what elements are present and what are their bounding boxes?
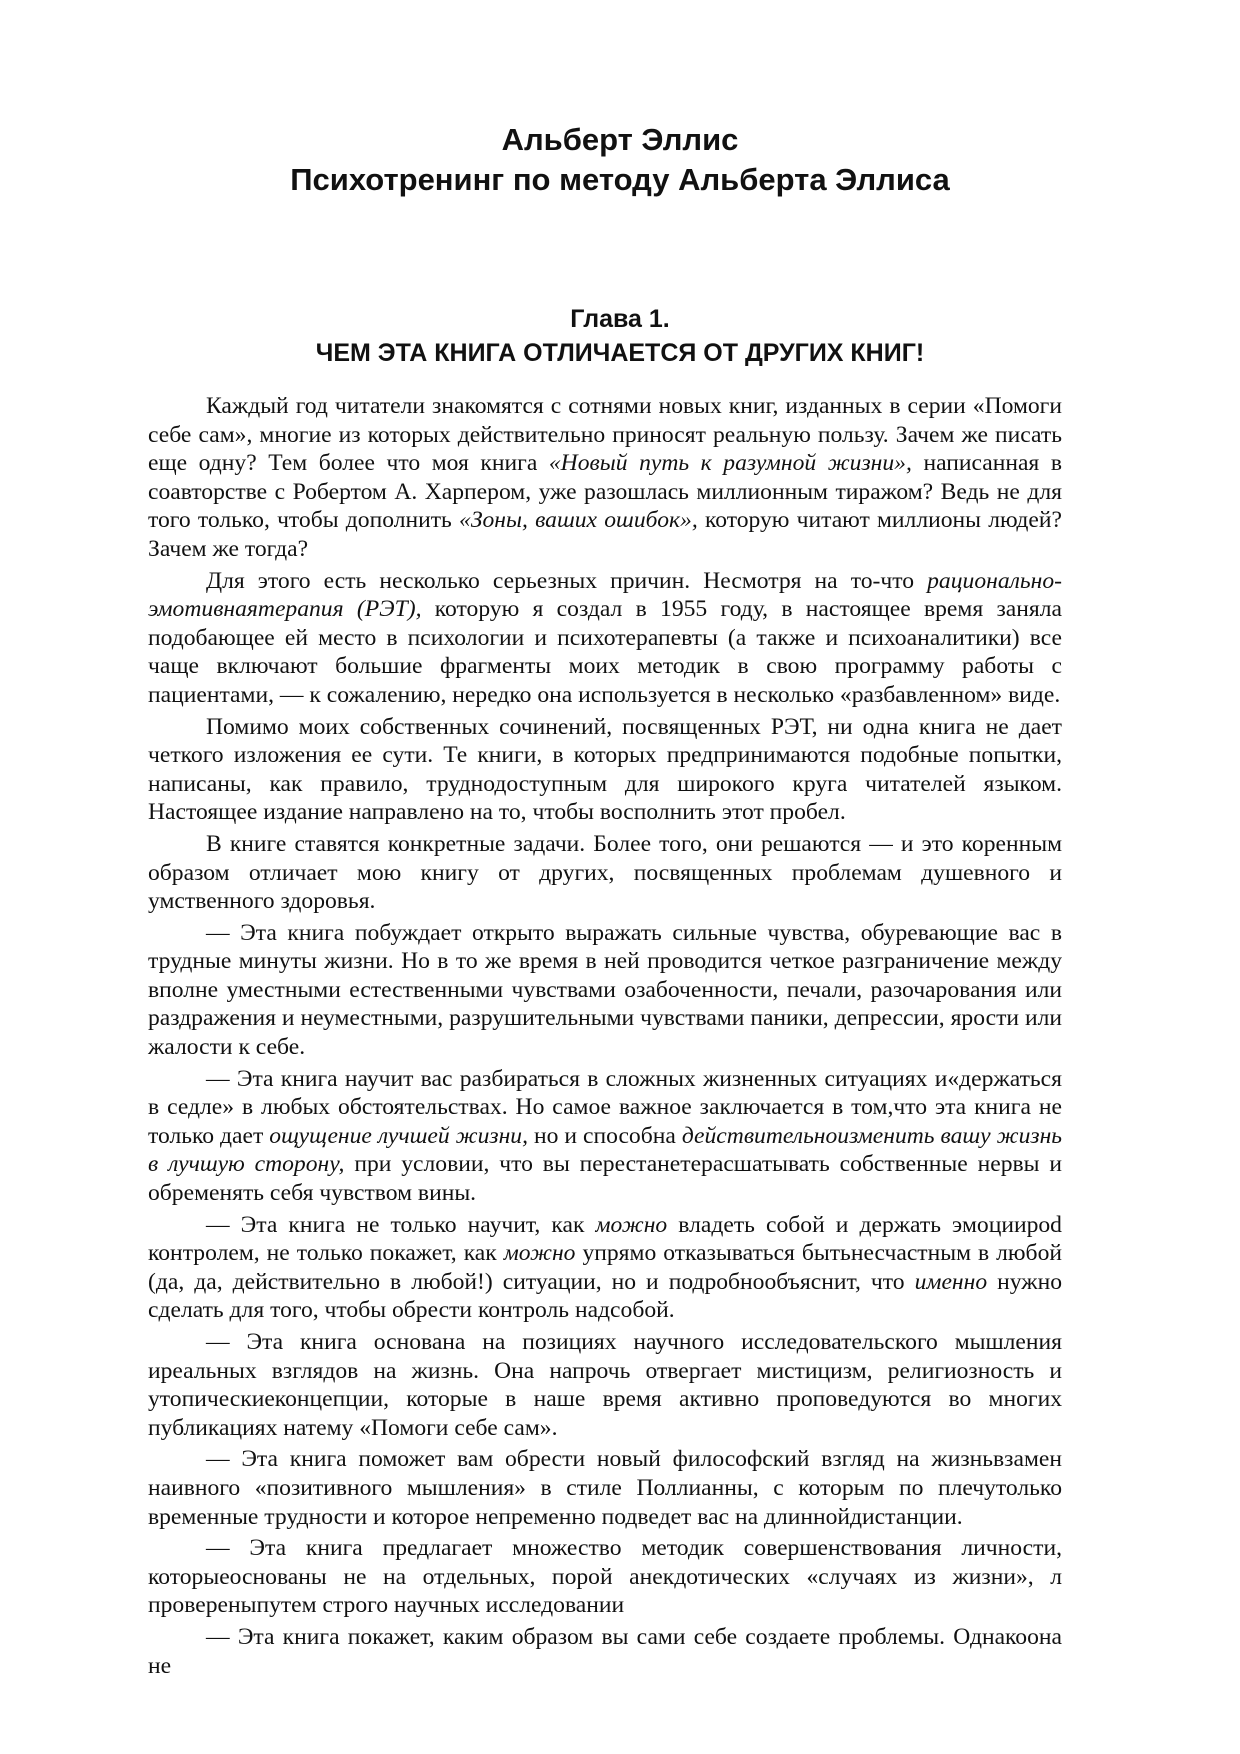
body-paragraph [148, 392, 1062, 564]
italic-text: «Зоны, ваших ошибок», [459, 507, 698, 534]
italic-text: ощущение лучшей жизни, [269, 1122, 528, 1149]
chapter-heading [178, 302, 1062, 370]
paragraph-text: — Эта книга покажет, каким образом вы сами себе создаете проблемы. Однакоона не [148, 1623, 1062, 1679]
paragraph-text: — Эта книга научит вас разбираться в сложных жизненных ситуациях и«держаться в седле» в любых обстоятельствах. Но самое важное заключается в том,что эта книга не только дает [148, 1065, 1062, 1149]
paragraph-text: — Эта книга поможет вам обрести новый философский взгляд на жизньвзамен наивного «позитивного мышления» в стиле Поллианны, с которым по плечутолько временные трудности и которое непременно подведет вас на длиннойдистанции. [148, 1446, 1062, 1530]
paragraph-text: — Эта книга предлагает множество методик совершенствования личности, которыеоснованы не на отдельных, порой анекдотических «случаях из жизни», л провереныпутем строго научных исследовании [148, 1535, 1062, 1619]
italic-text: рационально-эмотивнаятерапия (РЭТ), [148, 567, 1062, 623]
author-name: Альберт Эллис [501, 122, 739, 157]
paragraph-text: которую я создал в 1955 году, в настоящее время заняла подобающее ей место в психологии и психотерапевты (а также и психоаналитики) все чаще включают большие фрагменты моих методик в свою программу работы с пациентами, — к сожалению, нередко она используется в несколько «разбавленном» виде. [148, 596, 1062, 708]
chapter-title: ЧЕМ ЭТА КНИГА ОТЛИЧАЕТСЯ ОТ ДРУГИХ КНИГ! [315, 339, 925, 367]
chapter-body [148, 392, 1062, 1680]
paragraph-text: — Эта книга побуждает открыто выражать сильные чувства, обуревающие вас в трудные минуты жизни. Но в то же время в ней проводится четкое разграничение между вполне уместными естественными чувствами озабоченности, печали, разочарования или раздражения и неуместными, разрушительными чувствами паники, депрессии, ярости или жалости к себе. [148, 919, 1062, 1061]
body-paragraph [148, 1065, 1062, 1208]
italic-text: можно [503, 1240, 576, 1267]
body-paragraph [148, 1623, 1062, 1680]
paragraph-text: написанная в соавторстве с Робертом А. Харпером, уже разошлась миллионным тиражом? Ведь не для того только, чтобы дополнить [148, 450, 1062, 534]
book-title: Психотренинг по методу Альберта Эллиса [290, 162, 950, 197]
body-paragraph [148, 830, 1062, 916]
body-paragraph [148, 919, 1062, 1062]
body-paragraph [148, 1328, 1062, 1442]
paragraph-text: которую читают миллионы людей? Зачем же тогда? [148, 507, 1062, 562]
paragraph-text: В книге ставятся конкретные задачи. Более того, они решаются — и это коренным образом отличает мою книгу от других, посвященных проблемам душевного и умственного здоровья. [148, 830, 1062, 915]
body-paragraph [148, 567, 1062, 710]
chapter-number: Глава 1. [570, 305, 670, 333]
italic-text: «Новый путь к разумной жизни», [548, 450, 912, 477]
body-paragraph [148, 1445, 1062, 1531]
paragraph-text: Каждый год читатели знакомятся с сотнями новых книг, изданных в серии «Помоги себе сам», многие из которых действительно приносят реальную пользу. Зачем же писать еще одну? Тем более что моя книга [148, 393, 1062, 477]
paragraph-text: при условии, что вы перестанетерасшатывать собственные нервы и обременять себя чувством вины. [148, 1151, 1063, 1207]
book-header [178, 0, 1062, 200]
paragraph-text: но и способна [528, 1122, 682, 1149]
body-paragraph [148, 1534, 1062, 1620]
body-paragraph [148, 1211, 1062, 1325]
italic-text: можно [595, 1211, 668, 1238]
paragraph-text: Для этого есть несколько серьезных причин. Несмотря на то-что [206, 567, 928, 594]
italic-text: действительноизменить вашу жизнь в лучшую сторону, [148, 1122, 1063, 1178]
paragraph-text: Помимо моих собственных сочинений, посвященных РЭТ, ни одна книга не дает четкого изложения ее сути. Те книги, в которых предпринимаются подобные попытки, написаны, как правило, труднодоступным для широкого круга читателей языком. Настоящее издание направлено на то, чтобы восполнить этот пробел. [148, 713, 1062, 826]
paragraph-text: нужно сделать для того, чтобы обрести контроль надсобой. [148, 1268, 1062, 1324]
paragraph-text: — Эта книга не только научит, как [206, 1211, 596, 1238]
paragraph-text: — Эта книга основана на позициях научного исследовательского мышления иреальных взглядов на жизнь. Она напрочь отвергает мистицизм, религиозность и утопическиеконцепции, которые в наше время активно проповедуются во многих публикациях натему «Помоги себе сам». [148, 1329, 1062, 1441]
paragraph-text: владеть собой и держать эмоцииpod контролем, не только покажет, как [148, 1211, 1062, 1267]
italic-text: именно [914, 1268, 988, 1295]
paragraph-text: упрямо отказываться бытьнесчастным в любой (да, да, действительно в любой!) ситуации, но и подробнообъяснит, что [148, 1240, 1062, 1295]
body-paragraph [148, 713, 1062, 827]
